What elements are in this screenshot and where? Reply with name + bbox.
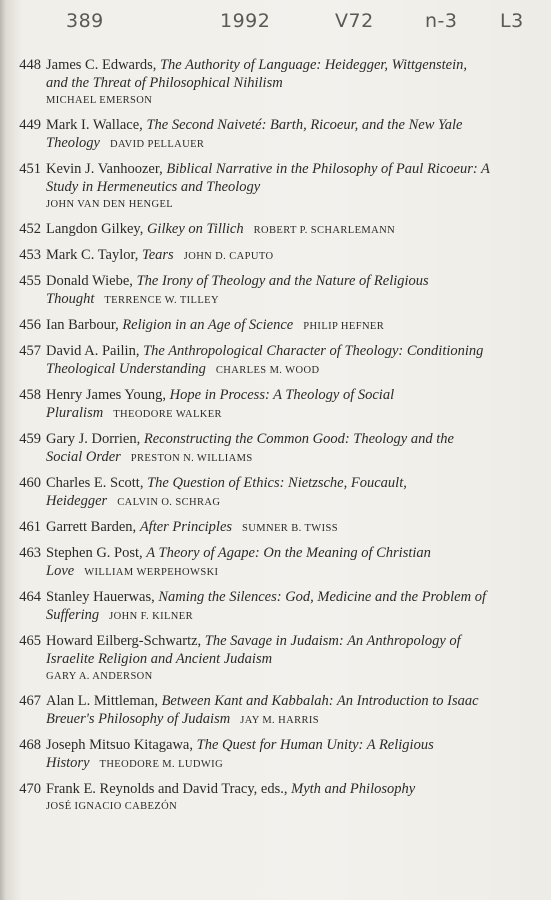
book-title: Biblical Narrative in the Philosophy of Paul Ricoeur: A Study in Hermeneutics and Theology bbox=[46, 161, 490, 195]
entry-text bbox=[46, 272, 491, 310]
book-title: The Quest for Human Unity: A Religious History bbox=[46, 737, 434, 771]
book-title: The Authority of Language: Heidegger, Wittgenstein, and the Threat of Philosophical Nihilism bbox=[46, 57, 467, 91]
page-number: 460 bbox=[19, 475, 41, 491]
reviewer-name: JOHN F. KILNER bbox=[109, 611, 193, 622]
book-title: The Question of Ethics: Nietzsche, Foucault, Heidegger bbox=[46, 475, 407, 509]
book-author: Garrett Barden, bbox=[46, 519, 137, 535]
reviewer-name: JAY M. HARRIS bbox=[240, 715, 320, 726]
reviewer-name: JOSÉ IGNACIO CABEZÓN bbox=[46, 801, 178, 812]
review-entry bbox=[0, 272, 551, 310]
review-entry bbox=[0, 692, 551, 730]
handwritten-note: V72 bbox=[335, 10, 374, 32]
review-entry bbox=[0, 780, 551, 816]
review-entry bbox=[0, 544, 551, 582]
book-title: After Principles bbox=[139, 519, 233, 535]
handwritten-annotation bbox=[0, 6, 551, 40]
book-title: Naming the Silences: God, Medicine and the Problem of Suffering bbox=[46, 589, 486, 623]
entry-text bbox=[46, 692, 491, 730]
page-number: 453 bbox=[19, 247, 41, 263]
entry-text bbox=[46, 518, 491, 538]
page-number: 456 bbox=[19, 317, 41, 333]
book-title: Myth and Philosophy bbox=[291, 781, 416, 797]
reviewer-name: DAVID PELLAUER bbox=[109, 139, 205, 150]
review-list bbox=[0, 56, 551, 822]
book-title: Reconstructing the Common Good: Theology and the Social Order bbox=[46, 431, 454, 465]
review-entry bbox=[0, 736, 551, 774]
page-number: 463 bbox=[19, 545, 41, 561]
page-number: 459 bbox=[19, 431, 41, 447]
reviewer-name: TERRENCE W. TILLEY bbox=[104, 295, 219, 306]
book-title: Between Kant and Kabbalah: An Introduction to Isaac Breuer's Philosophy of Judaism bbox=[46, 693, 479, 727]
review-entry bbox=[0, 342, 551, 380]
page-number: 455 bbox=[19, 273, 41, 289]
reviewer-name: WILLIAM WERPEHOWSKI bbox=[84, 567, 219, 578]
page-number: 468 bbox=[19, 737, 41, 753]
handwritten-note: 389 bbox=[66, 10, 104, 32]
book-author: Stephen G. Post, bbox=[46, 545, 143, 561]
review-entry bbox=[0, 474, 551, 512]
book-title: Hope in Process: A Theology of Social Pluralism bbox=[46, 387, 395, 421]
entry-text bbox=[46, 116, 491, 154]
book-title: The Second Naiveté: Barth, Ricoeur, and the New Yale Theology bbox=[46, 117, 463, 151]
page-number: 464 bbox=[19, 589, 41, 605]
handwritten-note: 1992 bbox=[220, 10, 271, 32]
review-entry bbox=[0, 116, 551, 154]
reviewer-name: CHARLES M. WOOD bbox=[215, 365, 320, 376]
book-title: Gilkey on Tillich bbox=[146, 221, 244, 237]
book-author: James C. Edwards, bbox=[46, 57, 157, 73]
book-title: A Theory of Agape: On the Meaning of Christian Love bbox=[46, 545, 431, 579]
book-title: Religion in an Age of Science bbox=[122, 317, 294, 333]
book-title: The Anthropological Character of Theology: Conditioning Theological Understanding bbox=[46, 343, 484, 377]
entry-text bbox=[46, 220, 491, 240]
page-number: 458 bbox=[19, 387, 41, 403]
reviewer-name: SUMNER B. TWISS bbox=[242, 523, 338, 534]
entry-text bbox=[46, 342, 491, 380]
review-entry bbox=[0, 632, 551, 686]
reviewer-name: JOHN D. CAPUTO bbox=[183, 251, 274, 262]
page-number: 457 bbox=[19, 343, 41, 359]
entry-text bbox=[46, 386, 491, 424]
review-entry bbox=[0, 518, 551, 538]
reviewer-name: JOHN VAN DEN HENGEL bbox=[46, 199, 174, 210]
entry-text bbox=[46, 56, 491, 110]
page-number: 465 bbox=[19, 633, 41, 649]
review-entry bbox=[0, 588, 551, 626]
entry-text bbox=[46, 430, 491, 468]
book-author: Ian Barbour, bbox=[46, 317, 119, 333]
book-author: Gary J. Dorrien, bbox=[46, 431, 141, 447]
entry-text bbox=[46, 588, 491, 626]
book-author: Alan L. Mittleman, bbox=[46, 693, 158, 709]
page-number: 448 bbox=[19, 57, 41, 73]
reviewer-name: GARY A. ANDERSON bbox=[46, 671, 153, 682]
reviewer-name: THEODORE M. LUDWIG bbox=[99, 759, 224, 770]
book-author: David A. Pailin, bbox=[46, 343, 140, 359]
book-author: Mark C. Taylor, bbox=[46, 247, 139, 263]
entry-text bbox=[46, 316, 491, 336]
page-number: 470 bbox=[19, 781, 41, 797]
page-number: 461 bbox=[19, 519, 41, 535]
handwritten-note: n-3 bbox=[425, 10, 458, 32]
review-entry bbox=[0, 386, 551, 424]
entry-text bbox=[46, 736, 491, 774]
book-author: Langdon Gilkey, bbox=[46, 221, 144, 237]
review-entry bbox=[0, 316, 551, 336]
review-entry bbox=[0, 220, 551, 240]
entry-text bbox=[46, 160, 491, 214]
review-entry bbox=[0, 160, 551, 214]
review-entry bbox=[0, 56, 551, 110]
entry-text bbox=[46, 544, 491, 582]
book-author: Henry James Young, bbox=[46, 387, 167, 403]
book-title: Tears bbox=[142, 247, 174, 263]
book-author: Howard Eilberg-Schwartz, bbox=[46, 633, 202, 649]
reviewer-name: CALVIN O. SCHRAG bbox=[117, 497, 221, 508]
entry-text bbox=[46, 632, 491, 686]
reviewer-name: PHILIP HEFNER bbox=[303, 321, 385, 332]
page-number: 451 bbox=[19, 161, 41, 177]
book-title: The Savage in Judaism: An Anthropology of Israelite Religion and Ancient Judaism bbox=[46, 633, 461, 667]
handwritten-note: L3 bbox=[500, 10, 524, 32]
review-entry bbox=[0, 430, 551, 468]
reviewer-name: THEODORE WALKER bbox=[113, 409, 222, 420]
book-author: Mark I. Wallace, bbox=[46, 117, 143, 133]
reviewer-name: PRESTON N. WILLIAMS bbox=[130, 453, 253, 464]
reviewer-name: MICHAEL EMERSON bbox=[46, 95, 153, 106]
book-author: Charles E. Scott, bbox=[46, 475, 144, 491]
page-number: 449 bbox=[19, 117, 41, 133]
book-author: Donald Wiebe, bbox=[46, 273, 133, 289]
page-number: 467 bbox=[19, 693, 41, 709]
book-author: Stanley Hauerwas, bbox=[46, 589, 155, 605]
book-author: Joseph Mitsuo Kitagawa, bbox=[46, 737, 193, 753]
book-title: The Irony of Theology and the Nature of Religious Thought bbox=[46, 273, 429, 307]
reviewer-name: ROBERT P. SCHARLEMANN bbox=[253, 225, 396, 236]
entry-text bbox=[46, 474, 491, 512]
entry-text bbox=[46, 246, 491, 266]
page-number: 452 bbox=[19, 221, 41, 237]
review-entry bbox=[0, 246, 551, 266]
book-author: Kevin J. Vanhoozer, bbox=[46, 161, 163, 177]
entry-text bbox=[46, 780, 491, 816]
book-author: Frank E. Reynolds and David Tracy, eds., bbox=[46, 781, 288, 797]
